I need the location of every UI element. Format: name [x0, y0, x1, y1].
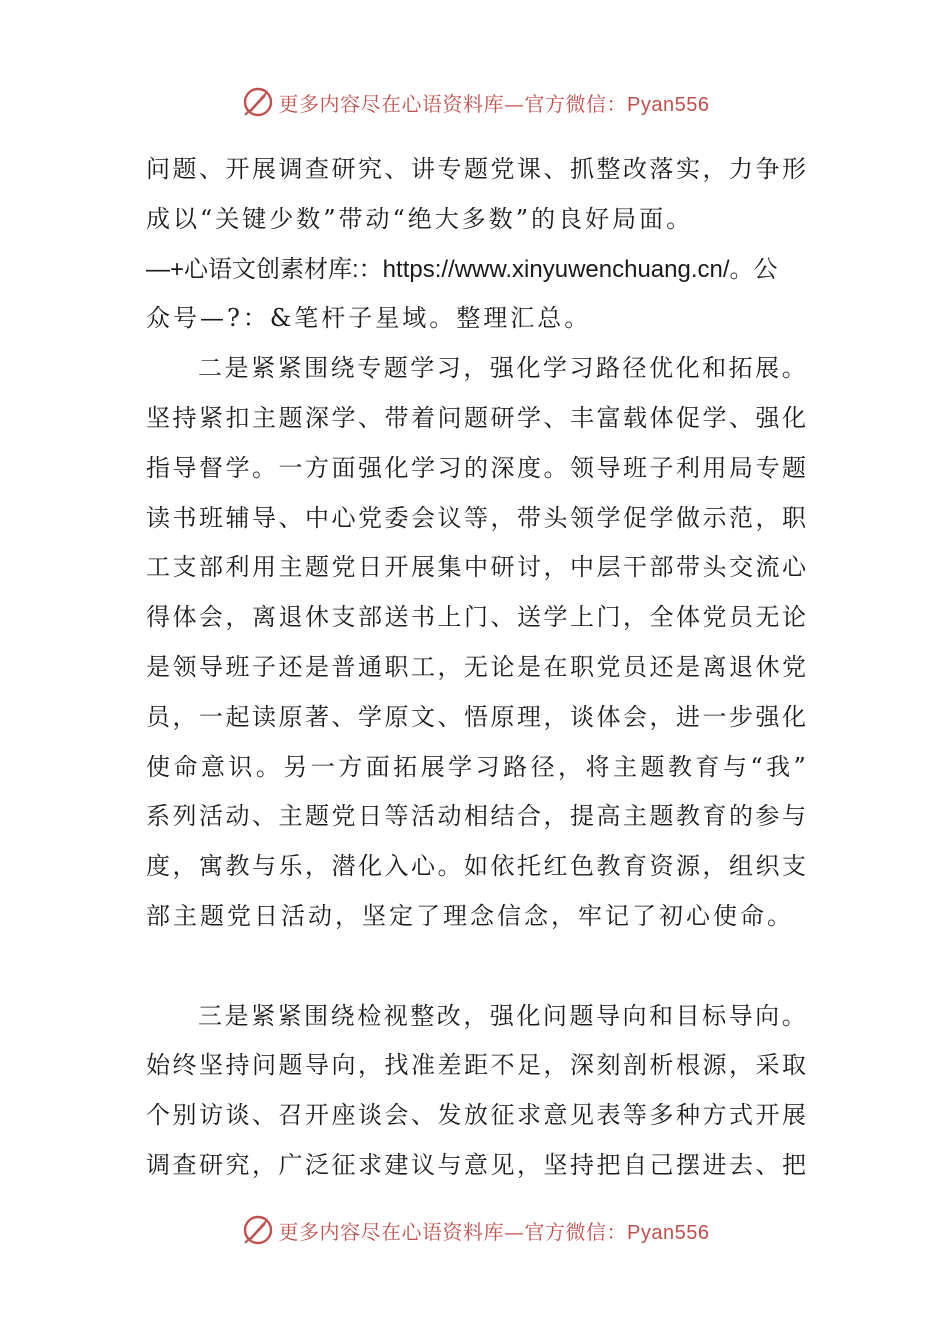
text-line: 员 ， 一 起 读 原 著 、 学 原 文 、 悟 原 理 ， 谈 体 会 ， 进 一 步 强 化	[146, 702, 806, 731]
text-line: 三 是 紧 紧 围 绕 检 视 整 改 ， 强 化 问 题 导 向 和 目 标 导 向 。	[198, 1001, 806, 1030]
header-wechat-id: Pyan556	[627, 93, 710, 116]
text-line: 调 查 研 究 ， 广 泛 征 求 建 议 与 意 见 ， 坚 持 把 自 己 摆 进 去 、 把	[146, 1150, 806, 1179]
paragraph-gap	[146, 942, 806, 992]
paragraph-3	[146, 992, 806, 1191]
text-line: —+心语文创素材库:：https://www.xinyuwenchuang.cn/。公	[146, 255, 778, 283]
text-line: 个 别 访 谈 、 召 开 座 谈 会 、 发 放 征 求 意 见 表 等 多 种 方 式 开 展	[146, 1101, 806, 1130]
text-line: 读 书 班 辅 导 、 中 心 党 委 会 议 等 ， 带 头 领 学 促 学 做 示 范 ， 职	[146, 503, 806, 532]
document-body	[146, 145, 806, 1191]
paragraph-1	[146, 145, 806, 245]
watermark-paragraph	[146, 245, 806, 345]
text-line: 是 领 导 班 子 还 是 普 通 职 工 ， 无 论 是 在 职 党 员 还 是 离 退 休 党	[146, 652, 806, 681]
paragraph-2	[146, 344, 806, 942]
quill-pen-icon	[241, 1213, 275, 1247]
footer-banner-text: 更多内容尽在心语资料库—官方微信：Pyan556	[278, 1219, 710, 1244]
text-line: 二 是 紧 紧 围 绕 专 题 学 习 ， 强 化 学 习 路 径 优 化 和 拓 展 。	[198, 354, 806, 383]
text-line: 系 列 活 动 、 主 题 党 日 等 活 动 相 结 合 ， 提 高 主 题 教 育 的 参 与	[146, 802, 806, 831]
footer-banner	[0, 1208, 950, 1252]
footer-wechat-id: Pyan556	[627, 1221, 710, 1244]
quill-pen-icon	[241, 85, 275, 119]
text-line: 成以“关键少数”带动“绝大多数”的良好局面。	[146, 204, 694, 233]
text-line: 得 体 会 ， 离 退 休 支 部 送 书 上 门 、 送 学 上 门 ， 全 体 党 员 无 论	[146, 603, 806, 632]
text-line: 指 导 督 学 。 一 方 面 强 化 学 习 的 深 度 。 领 导 班 子 利 用 局 专 题	[146, 453, 806, 482]
text-line: 使 命 意 识 。 另 一 方 面 拓 展 学 习 路 径 ， 将 主 题 教 育 与 “ 我 ”	[146, 752, 806, 781]
text-line: 始 终 坚 持 问 题 导 向 ， 找 准 差 距 不 足 ， 深 刻 剖 析 根 源 ， 采 取	[146, 1051, 806, 1080]
header-banner-text: 更多内容尽在心语资料库—官方微信：Pyan556	[278, 91, 710, 116]
text-line: 问 题 、 开 展 调 查 研 究 、 讲 专 题 党 课 、 抓 整 改 落 实 ， 力 争 形	[146, 155, 806, 183]
header-banner	[0, 80, 950, 124]
text-line: 部主题党日活动，坚定了理念信念，牢记了初心使命。	[146, 901, 794, 930]
text-line: 坚 持 紧 扣 主 题 深 学 、 带 着 问 题 研 学 、 丰 富 载 体 促 学 、 强 化	[146, 403, 806, 432]
text-line: 众号—?：&笔杆子星域。整理汇总。	[146, 304, 592, 333]
text-line: 度 ， 寓 教 与 乐 ， 潜 化 入 心 。 如 依 托 红 色 教 育 资 源 ， 组 织 支	[146, 852, 806, 881]
text-line: 工 支 部 利 用 主 题 党 日 开 展 集 中 研 讨 ， 中 层 干 部 带 头 交 流 心	[146, 553, 806, 582]
